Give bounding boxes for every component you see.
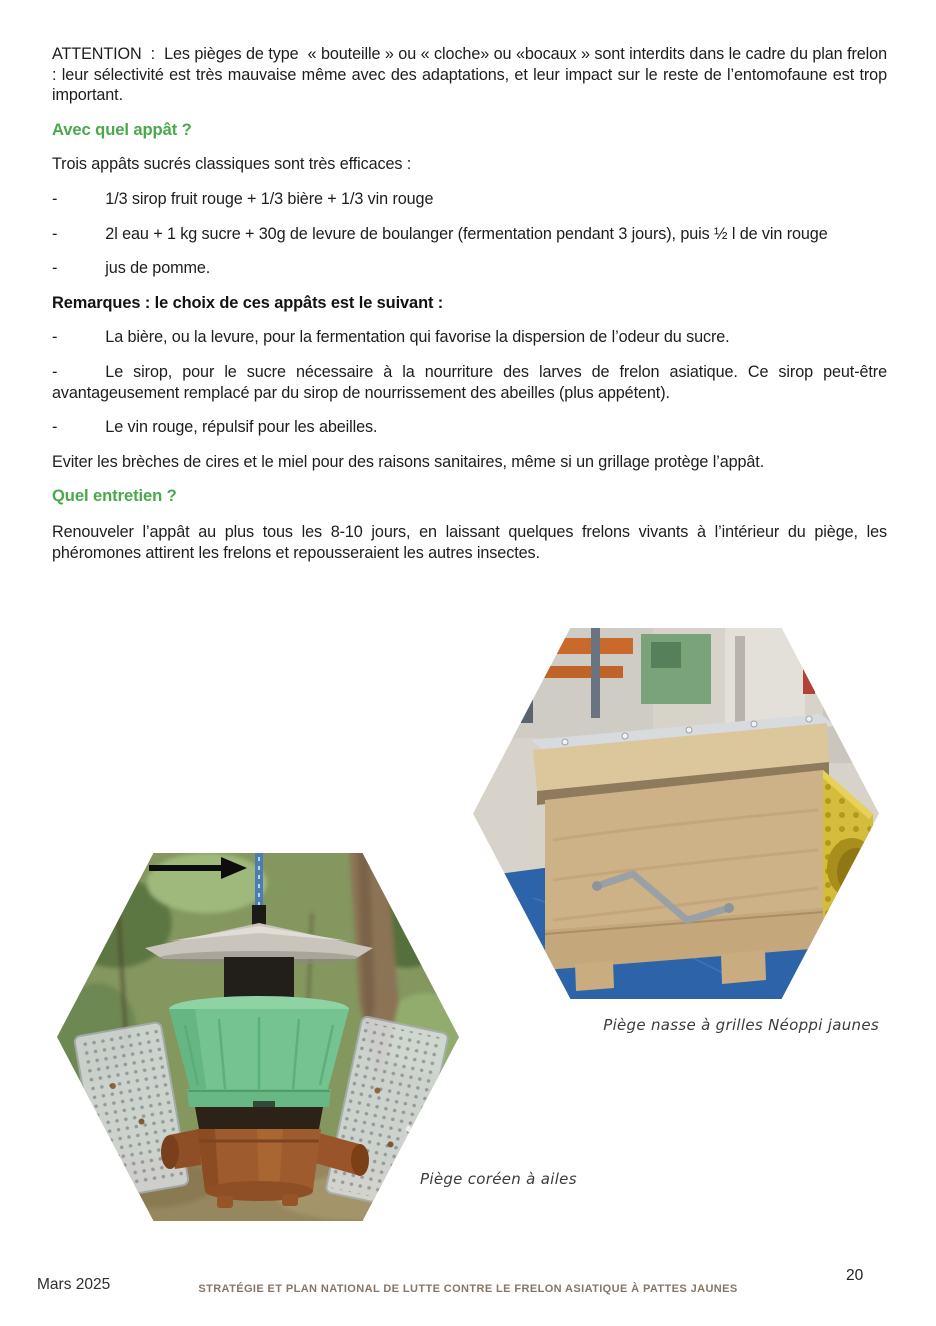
heading-avec-quel-appat: Avec quel appât ? — [52, 119, 192, 139]
avoid-paragraph: Eviter les brèches de cires et le miel pour des raisons sanitaires, même si un grillage protège l’appât. — [52, 452, 765, 471]
wooden-shelf-right — [823, 931, 879, 980]
heading-quel-entretien: Quel entretien ? — [52, 486, 177, 506]
remarks-heading: Remarques : le choix de ces appâts est le suivant : — [52, 293, 444, 312]
photo-piege-nasse — [473, 628, 879, 999]
figure-piege-nasse — [473, 628, 879, 999]
figure-caption-piege-coreen: Piège coréen à ailes — [420, 1170, 577, 1188]
wooden-box — [531, 714, 835, 991]
figure-caption-piege-nasse: Piège nasse à grilles Néoppi jaunes — [603, 1016, 879, 1034]
list-item-text: La bière, ou la levure, pour la fermentation qui favorise la dispersion de l’odeur du sucre. — [105, 328, 730, 347]
page-number: 20 — [846, 1267, 864, 1284]
list-dash: - — [52, 418, 58, 437]
list-item-text: 2l eau + 1 kg sucre + 30g de levure de boulanger (fermentation pendant 3 jours), puis ½ l de vin rouge — [105, 224, 828, 243]
list-dash: - — [52, 362, 58, 381]
list-dash: - — [52, 328, 58, 347]
hexagon-photo-mask — [473, 628, 879, 999]
list-item-bait-3 — [52, 258, 887, 279]
list-item-text: Le sirop, pour le sucre nécessaire à la nourriture des larves de frelon asiatique. Ce sirop peut-être avantageusement remplacé par du sirop de nourrissement des abeilles (plus appétent). — [52, 362, 887, 402]
hexagon-photo-mask — [57, 853, 459, 1221]
attention-paragraph: ATTENTION : Les pièges de type « bouteille » ou « cloche» ou «bocaux » sont interdits dans le cadre du plan frelon : leur sélectivité est très mauvaise même avec des adaptations, et leur impact sur le reste de l’entomofaune est trop important. — [52, 45, 887, 105]
figure-piege-coreen — [57, 853, 459, 1221]
list-item-text: Le vin rouge, répulsif pour les abeilles. — [105, 418, 378, 437]
list-item-remark-2 — [52, 362, 887, 403]
dark-band — [195, 1107, 323, 1129]
photo-piege-coreen — [57, 853, 459, 1221]
maintenance-paragraph: Renouveler l’appât au plus tous les 8-10 jours, en laissant quelques frelons vivants à l’intérieur du piège, les phéromones attirent les frelons et repousseraient les autres insectes. — [52, 522, 887, 562]
list-item-bait-1 — [52, 189, 887, 210]
list-item-remark-1 — [52, 327, 887, 348]
list-item-remark-3 — [52, 417, 887, 438]
list-item-bait-2 — [52, 224, 887, 245]
list-item-text: jus de pomme. — [105, 259, 211, 278]
list-dash: - — [52, 189, 58, 208]
footer-date: Mars 2025 — [37, 1276, 111, 1293]
list-dash: - — [52, 259, 58, 278]
footer-document-title: STRATÉGIE ET PLAN NATIONAL DE LUTTE CONTRE LE FRELON ASIATIQUE À PATTES JAUNES — [198, 1283, 738, 1295]
page-body-text — [52, 44, 887, 577]
bait-intro: Trois appâts sucrés classiques sont très efficaces : — [52, 155, 412, 174]
green-dome — [169, 996, 349, 1111]
list-dash: - — [52, 224, 58, 243]
list-item-text: 1/3 sirop fruit rouge + 1/3 bière + 1/3 vin rouge — [105, 189, 434, 208]
